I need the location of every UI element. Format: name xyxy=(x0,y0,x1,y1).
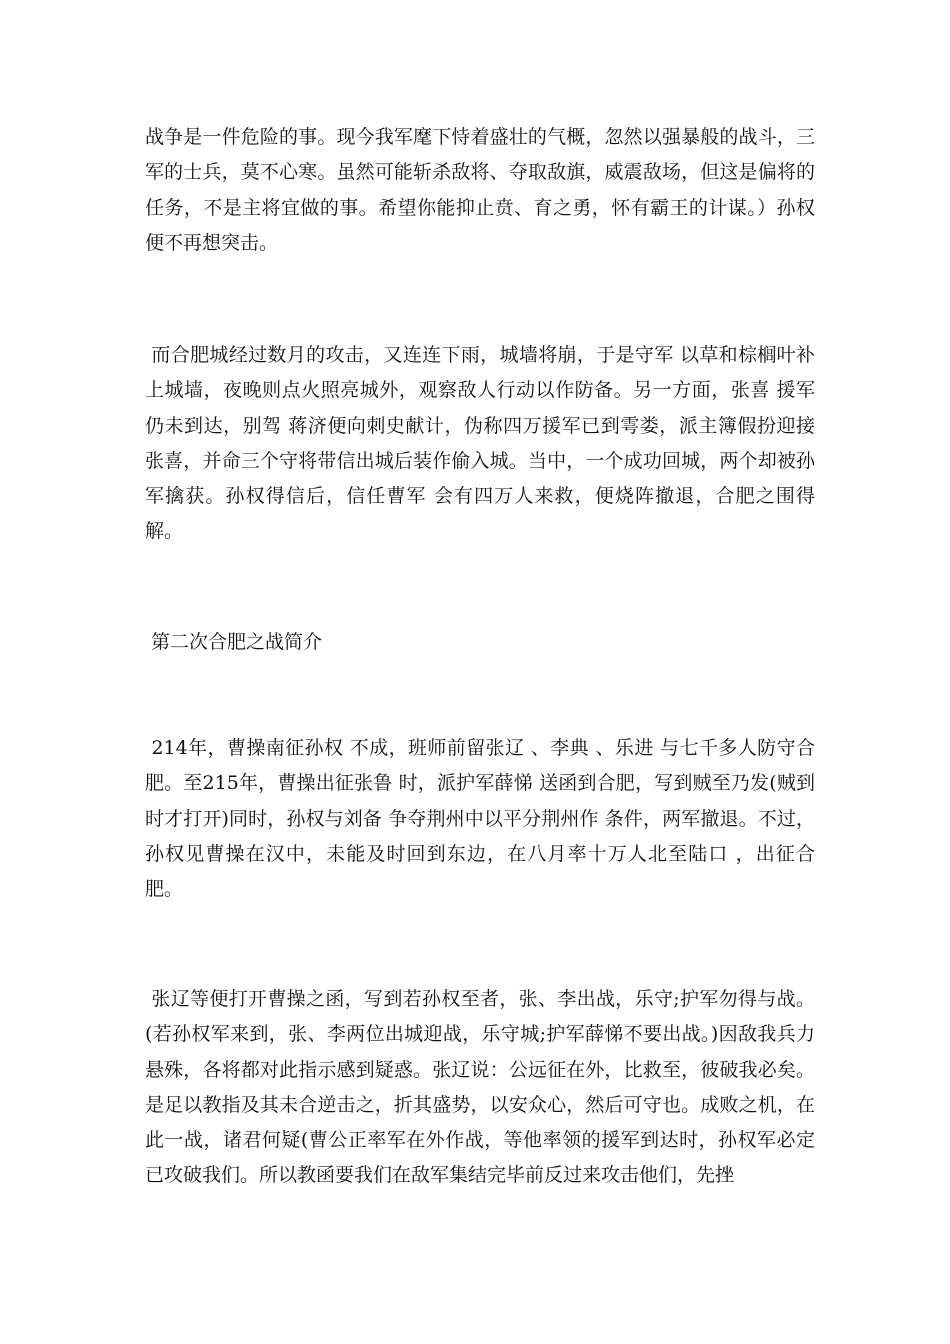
section-heading: 第二次合肥之战简介 xyxy=(145,631,323,653)
paragraph-4: 张辽等便打开曹操之函，写到若孙权至者，张、李出战，乐守;护军勿得与战。(若孙权军来到，张、李两位出城迎战，乐守城;护军薛悌不要出战。)因敌我兵力悬殊，各将都对此指示感到疑惑。张辽说：公远征在外，比救至，彼破我必矣。是足以教指及其未合逆击之，折其盛势，以安众心，然后可守也。成败之机，在此一战，诸君何疑(曹公正率军在外作战，等他率领的援军到达时，孙权军必定已攻破我们。所以教函要我们在敌军集结完毕前反过来攻击他们，先挫 xyxy=(145,988,815,1187)
paragraph-1: 战争是一件危险的事。现今我军麾下恃着盛壮的气概，忽然以强暴般的战斗，三军的士兵，莫不心寒。虽然可能斩杀敌将、夺取敌旗，威震敌场，但这是偏将的任务，不是主将宜做的事。希望你能抑止贲、育之勇，怀有霸王的计谋。）孙权 便不再想突击。 xyxy=(145,126,822,254)
paragraph-3: 214年，曹操南征孙权 不成，班师前留张辽 、李典 、乐进 与七千多人防守合肥。至215年，曹操出征张鲁 时，派护军薛悌 送函到合肥，写到贼至乃发(贼到时才打开)同时，孙权与刘备 争夺荆州中以平分荆州作 条件，两军撤退。不过，孙权见曹操在汉中，未能及时回到东边，在八月率十万人北至陆口 ，出征合肥。 xyxy=(145,737,815,901)
paragraph-2: 而合肥城经过数月的攻击，又连连下雨，城墙将崩，于是守军 以草和棕榈叶补上城墙，夜晚则点火照亮城外，观察敌人行动以作防备。另一方面，张喜 援军仍未到达，别驾 蒋济便向刺史献计，伪称四万援军已到雩娄，派主簿假扮迎接张喜，并命三个守将带信出城后装作偷入城。当中，一个成功回城，两个却被孙军擒获。孙权得信后，信任曹军 会有四万人来救，便烧阵撤退，合肥之围得解。 xyxy=(145,344,815,543)
